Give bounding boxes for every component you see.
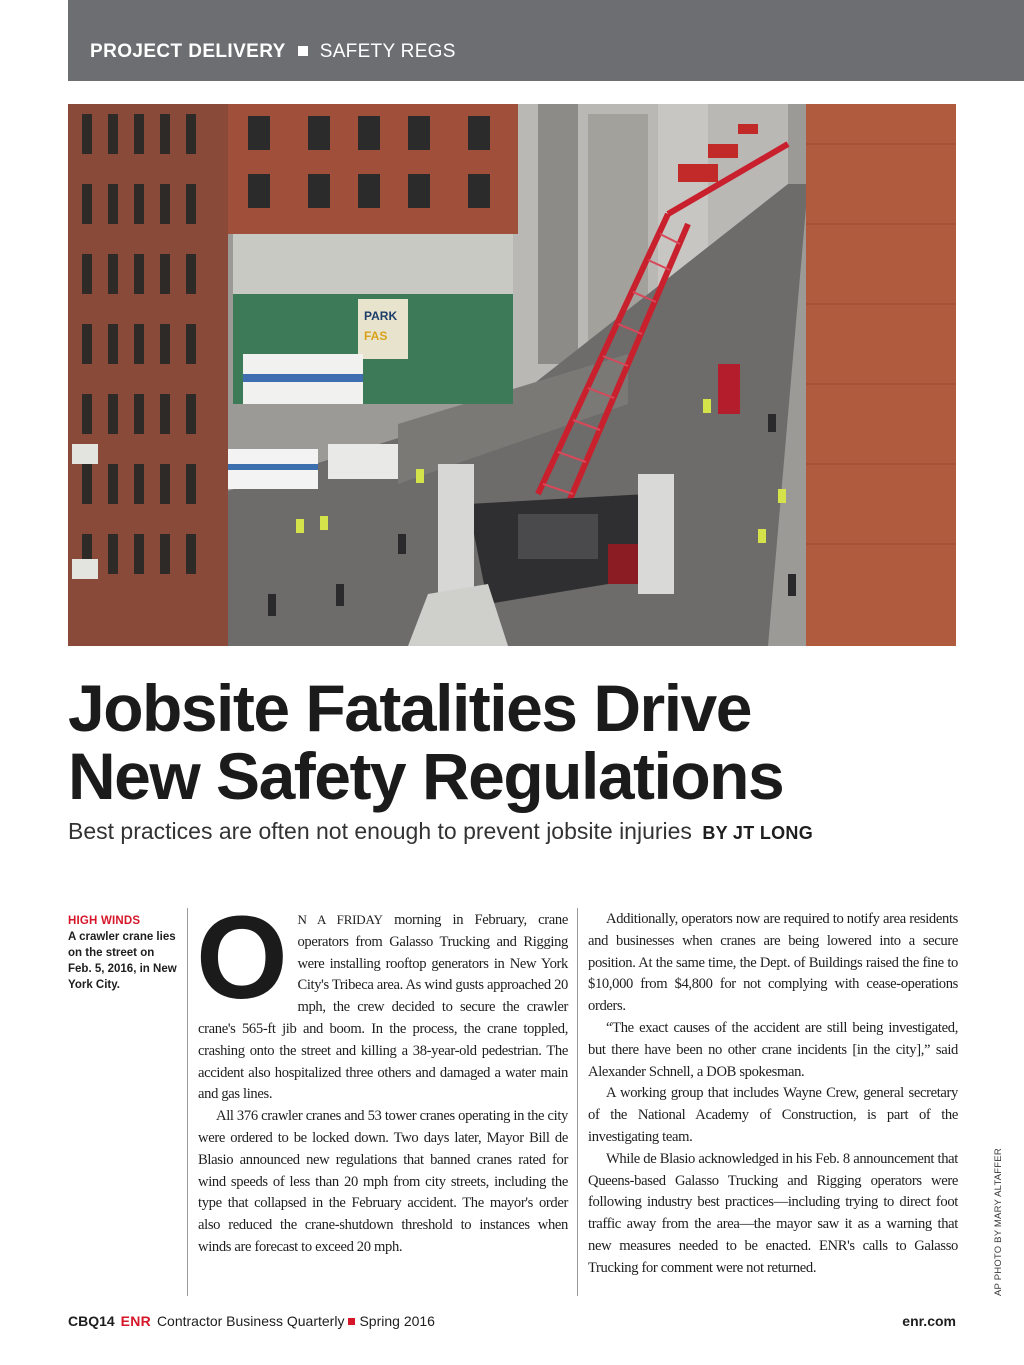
separator-square-icon — [298, 46, 308, 56]
column-divider-middle — [577, 908, 578, 1296]
park-sign-text: PARK — [364, 309, 398, 323]
photo-credit: AP PHOTO BY MARY ALTAFFER — [993, 1148, 1004, 1296]
article-paragraph-1 — [196, 892, 569, 1106]
article-paragraph-3: Additionally, operators now are required to notify area residents and businesses when cranes are being lowered into a secure position. At the same time, the Dept. of Buildings raised the fine to $10,000 from $4,800 for not complying with cease-operations orders. — [588, 911, 958, 1015]
article-paragraph-2: All 376 crawler cranes and 53 tower cranes operating in the city were ordered to be locked down. Two days later, Mayor Bill de Blasio announced new regulations that banned cranes rated for wind speeds of less than 20 mph from city streets, including the type that collapsed in the February accident. The mayor's order also reduced the crane-shutdown threshold to instances when winds are forecast to exceed 20 mph. — [198, 1108, 568, 1255]
headline-line-2: New Safety Regulations — [68, 739, 784, 813]
article-paragraph-4: “The exact causes of the accident are still being investigated, but there have been no other crane incidents [in the city],” said Alexander Schnell, a DOB spokesman. — [588, 1019, 958, 1080]
byline: BY JT LONG — [702, 823, 814, 843]
page-footer — [68, 1313, 956, 1329]
article-paragraph-6: While de Blasio acknowledged in his Feb. 8 announcement that Queens-based Galasso Trucking and Rigging operators were following industry best practices—including trying to direct foot traffic away from the area—the mayor saw it as a warning that new measures needed to be enacted. ENR's calls to Galasso Trucking for comment were not returned. — [588, 1150, 958, 1276]
column-divider-left — [187, 908, 188, 1296]
caption-title: HIGH WINDS — [68, 915, 141, 927]
article-column-1 — [196, 892, 569, 1259]
caption-text: A crawler crane lies on the street on Feb. 5, 2016, in New York City. — [68, 931, 177, 991]
fast-sign-text: FAS — [364, 329, 388, 343]
lead-in-caps: N A FRIDAY — [297, 912, 383, 927]
crane-collapse-photo — [68, 104, 956, 646]
headline-line-1: Jobsite Fatalities Drive — [68, 671, 751, 745]
paragraph-1-text: morning in February, crane operators from Galasso Trucking and Rigging were installing rooftop generators in New York City's Tribeca area. As wind gusts approached 20 mph, the crew decided to secure the crawler crane's 565-ft jib and boom. In the process, the crane toppled, crashing onto the street and killing a 38-year-old pedestrian. The accident also hospitalized three others and damaged a water main and gas lines. — [198, 912, 569, 1103]
publication-name: Contractor Business Quarterly — [156, 1313, 345, 1329]
deck — [68, 818, 968, 845]
section-name: PROJECT DELIVERY — [90, 41, 286, 62]
article-column-2 — [588, 909, 958, 1280]
brand-logo: ENR — [120, 1313, 152, 1329]
photo-caption — [68, 913, 180, 993]
article-paragraph-5: A working group that includes Wayne Crew, general secretary of the National Academy of Construction, is part of the investigating team. — [588, 1085, 958, 1145]
website-link[interactable]: enr.com — [902, 1313, 956, 1329]
deck-text: Best practices are often not enough to prevent jobsite injuries — [68, 818, 692, 844]
headline — [68, 671, 968, 813]
section-label — [90, 40, 456, 64]
issue-date: Spring 2016 — [359, 1313, 435, 1329]
subsection-name: SAFETY REGS — [319, 41, 456, 62]
page-number: CBQ14 — [68, 1313, 115, 1329]
footer-square-icon — [348, 1318, 355, 1325]
drop-cap: O — [196, 892, 288, 1024]
